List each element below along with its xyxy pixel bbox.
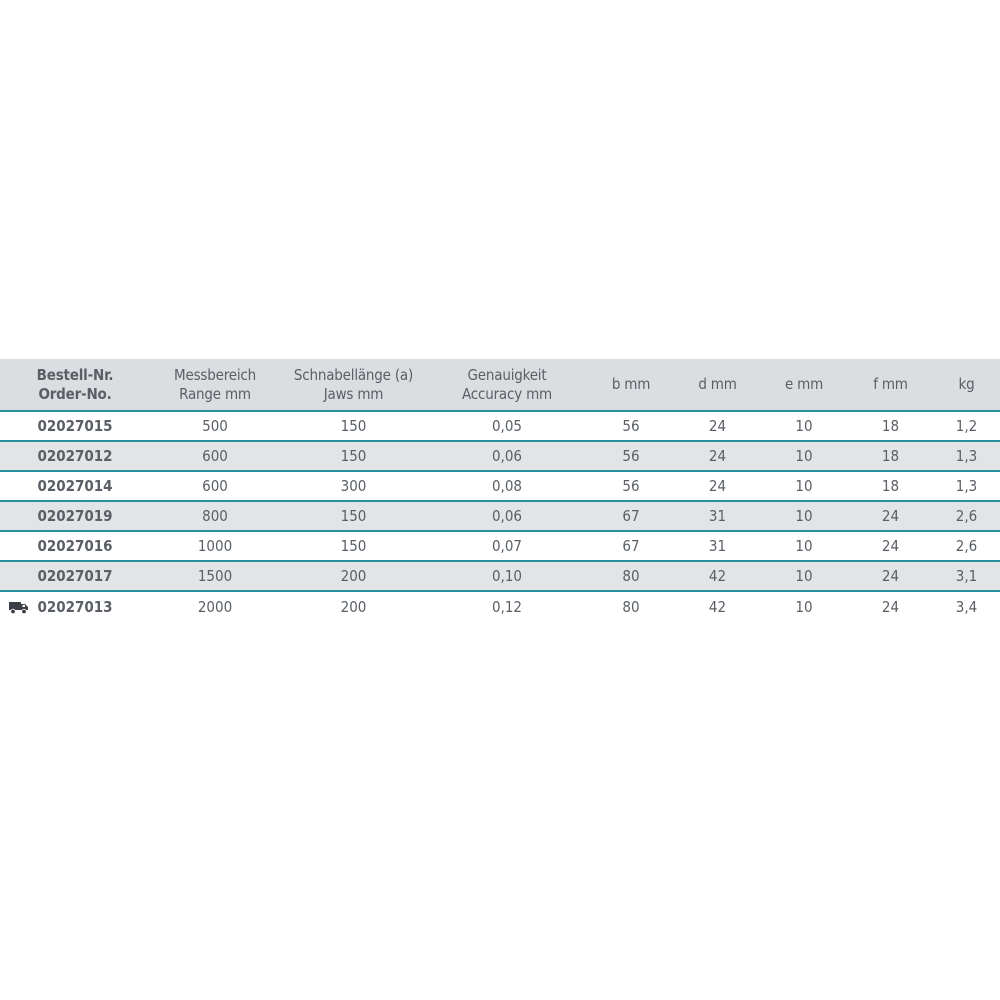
cell-b: 80 bbox=[622, 597, 640, 616]
cell-kg: 2,6 bbox=[933, 531, 1000, 561]
cell-jaws: 300 bbox=[280, 471, 427, 501]
cell-order-no: 02027012 bbox=[0, 441, 150, 471]
table-row bbox=[0, 471, 1000, 501]
cell-e: 10 bbox=[760, 531, 848, 561]
cell-e: 10 bbox=[760, 471, 848, 501]
header-label: Schnabellänge (a) bbox=[293, 365, 414, 384]
header-label: Messbereich bbox=[174, 365, 256, 384]
cell-order-no: 02027019 bbox=[0, 501, 150, 531]
cell-f: 18 bbox=[848, 471, 933, 501]
cell-kg: 3,1 bbox=[933, 561, 1000, 591]
cell-order-no: 02027017 bbox=[0, 561, 150, 591]
cell-e: 10 bbox=[795, 597, 813, 616]
table-header bbox=[0, 359, 1000, 411]
cell-jaws: 150 bbox=[280, 441, 427, 471]
header-e bbox=[760, 359, 848, 411]
cell-order-no: 02027016 bbox=[0, 531, 150, 561]
cell-accuracy: 0,06 bbox=[427, 501, 587, 531]
cell-f: 18 bbox=[848, 411, 933, 441]
cell-jaws: 200 bbox=[280, 561, 427, 591]
cell-range: 600 bbox=[150, 471, 280, 501]
header-label: Accuracy mm bbox=[462, 384, 552, 403]
header-label: Range mm bbox=[179, 384, 251, 403]
cell-f: 24 bbox=[848, 531, 933, 561]
cell-f: 24 bbox=[848, 561, 933, 591]
table-row bbox=[0, 411, 1000, 441]
header-label: Bestell-Nr. bbox=[36, 365, 114, 384]
header-order-no bbox=[0, 359, 150, 411]
cell-d: 31 bbox=[675, 531, 760, 561]
header-label: f mm bbox=[873, 375, 908, 393]
table-row bbox=[0, 501, 1000, 531]
table-row bbox=[0, 561, 1000, 591]
order-number-text: 02027013 bbox=[37, 597, 113, 616]
header-d bbox=[675, 359, 760, 411]
cell-accuracy: 0,08 bbox=[427, 471, 587, 501]
cell-b: 67 bbox=[587, 501, 675, 531]
cell-order-no bbox=[0, 591, 150, 621]
cell-b: 67 bbox=[587, 531, 675, 561]
header-jaws bbox=[280, 359, 427, 411]
cell-range: 500 bbox=[150, 411, 280, 441]
cell-d: 31 bbox=[675, 501, 760, 531]
table-row bbox=[0, 591, 1000, 621]
header-label: Jaws mm bbox=[323, 384, 384, 403]
cell-range: 1500 bbox=[150, 561, 280, 591]
cell-kg: 3,4 bbox=[955, 597, 978, 616]
cell-jaws: 200 bbox=[340, 597, 367, 616]
cell-range: 600 bbox=[150, 441, 280, 471]
cell-accuracy: 0,07 bbox=[427, 531, 587, 561]
cell-range: 1000 bbox=[150, 531, 280, 561]
header-label: e mm bbox=[784, 375, 824, 393]
cell-d: 24 bbox=[675, 411, 760, 441]
header-label: Order-No. bbox=[38, 384, 112, 403]
cell-e: 10 bbox=[760, 561, 848, 591]
cell-e: 10 bbox=[760, 441, 848, 471]
cell-accuracy: 0,12 bbox=[491, 597, 523, 616]
header-accuracy bbox=[427, 359, 587, 411]
header-label: d mm bbox=[698, 375, 737, 393]
header-label: b mm bbox=[611, 375, 651, 393]
cell-order-no: 02027014 bbox=[0, 471, 150, 501]
cell-e: 10 bbox=[760, 411, 848, 441]
cell-b: 56 bbox=[587, 411, 675, 441]
header-range bbox=[150, 359, 280, 411]
cell-accuracy: 0,06 bbox=[427, 441, 587, 471]
cell-d: 42 bbox=[675, 561, 760, 591]
cell-kg: 1,3 bbox=[933, 471, 1000, 501]
cell-d: 24 bbox=[675, 471, 760, 501]
cell-kg: 2,6 bbox=[933, 501, 1000, 531]
spec-table-container bbox=[0, 359, 1000, 621]
cell-range: 800 bbox=[150, 501, 280, 531]
cell-kg: 1,3 bbox=[933, 441, 1000, 471]
cell-accuracy: 0,10 bbox=[427, 561, 587, 591]
cell-jaws: 150 bbox=[280, 531, 427, 561]
header-kg bbox=[933, 359, 1000, 411]
cell-f: 18 bbox=[848, 441, 933, 471]
cell-b: 56 bbox=[587, 471, 675, 501]
cell-d: 42 bbox=[708, 597, 727, 616]
cell-kg: 1,2 bbox=[933, 411, 1000, 441]
cell-e: 10 bbox=[760, 501, 848, 531]
table-row bbox=[0, 531, 1000, 561]
cell-accuracy: 0,05 bbox=[427, 411, 587, 441]
cell-order-no: 02027015 bbox=[0, 411, 150, 441]
table-body bbox=[0, 411, 1000, 621]
header-label: kg bbox=[958, 375, 975, 393]
header-row bbox=[0, 359, 1000, 411]
header-f bbox=[848, 359, 933, 411]
cell-range: 2000 bbox=[197, 597, 233, 616]
truck-icon bbox=[8, 599, 30, 615]
cell-jaws: 150 bbox=[280, 411, 427, 441]
header-b bbox=[587, 359, 675, 411]
cell-f: 24 bbox=[848, 501, 933, 531]
cell-d: 24 bbox=[675, 441, 760, 471]
table-row bbox=[0, 441, 1000, 471]
cell-jaws: 150 bbox=[280, 501, 427, 531]
spec-table bbox=[0, 359, 1000, 621]
cell-b: 80 bbox=[587, 561, 675, 591]
header-label: Genauigkeit bbox=[467, 365, 547, 384]
cell-b: 56 bbox=[587, 441, 675, 471]
cell-f: 24 bbox=[881, 597, 900, 616]
